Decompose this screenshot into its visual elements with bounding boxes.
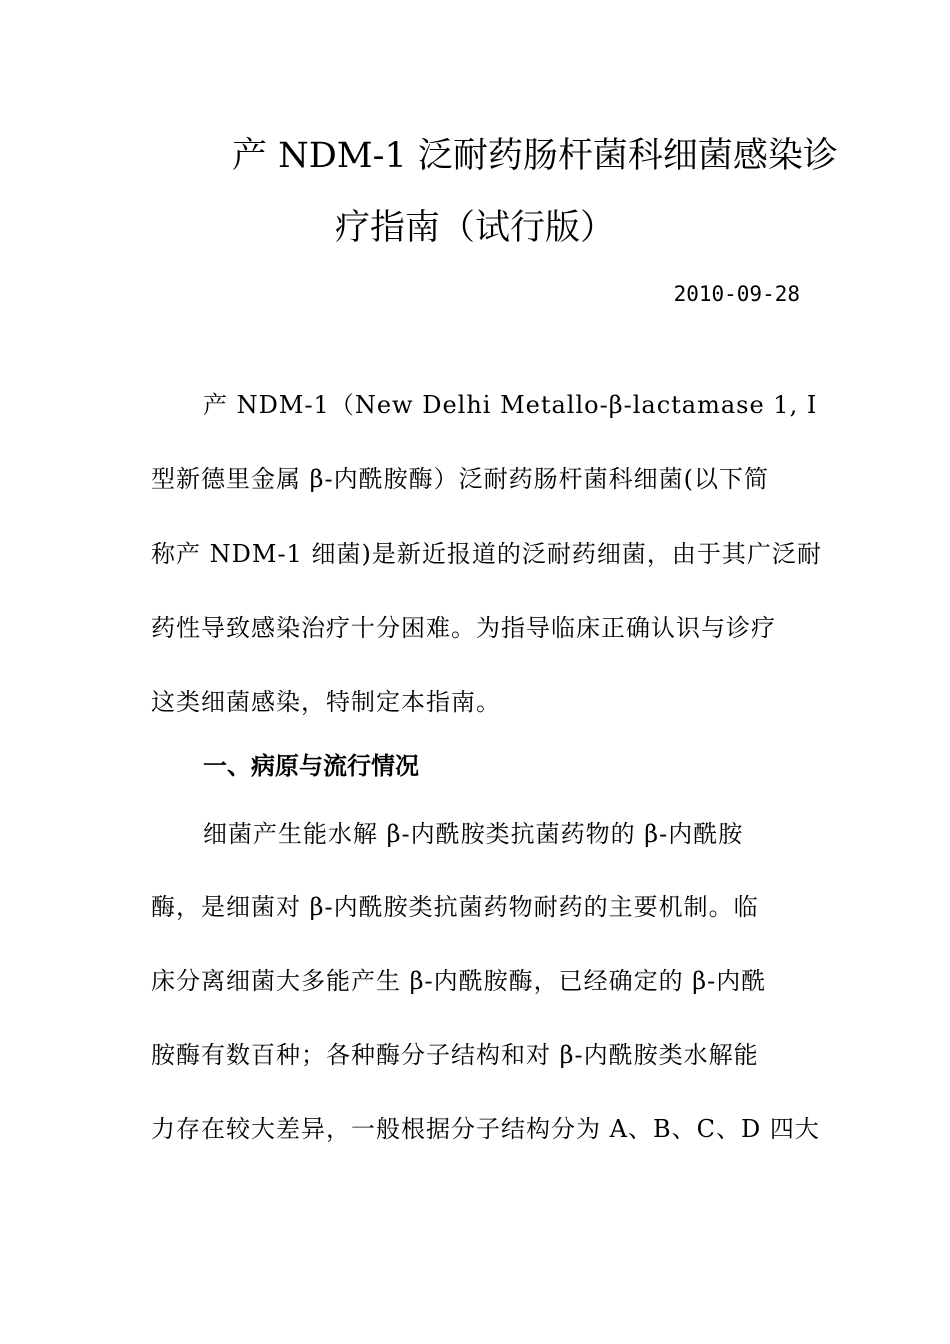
section1-line-2: 酶，是细菌对 β-内酰胺类抗菌药物耐药的主要机制。临 [151, 893, 759, 921]
document-title-line-1: 产 NDM-1 泛耐药肠杆菌科细菌感染诊 [232, 136, 838, 176]
intro-line-4: 药性导致感染治疗十分困难。为指导临床正确认识与诊疗 [151, 614, 776, 642]
intro-line-1: 产 NDM-1（New Delhi Metallo-β-lactamase 1, I [203, 391, 818, 419]
intro-line-3: 称产 NDM-1 细菌)是新近报道的泛耐药细菌，由于其广泛耐 [151, 540, 822, 568]
intro-line-2: 型新德里金属 β-内酰胺酶）泛耐药肠杆菌科细菌(以下简 [151, 465, 769, 493]
intro-line-5: 这类细菌感染，特制定本指南。 [151, 688, 501, 716]
document-title-line-2: 疗指南（试行版） [335, 208, 616, 248]
section1-line-1: 细菌产生能水解 β-内酰胺类抗菌药物的 β-内酰胺 [203, 820, 744, 848]
section1-line-3: 床分离细菌大多能产生 β-内酰胺酶，已经确定的 β-内酰 [151, 967, 767, 995]
section1-line-4: 胺酶有数百种；各种酶分子结构和对 β-内酰胺类水解能 [151, 1041, 759, 1069]
section-heading-pathogen-epidemiology: 一、病原与流行情况 [203, 752, 419, 780]
document-date: 2010-09-28 [673, 282, 800, 306]
section1-line-5: 力存在较大差异，一般根据分子结构分为 A、B、C、D 四大 [151, 1115, 820, 1143]
